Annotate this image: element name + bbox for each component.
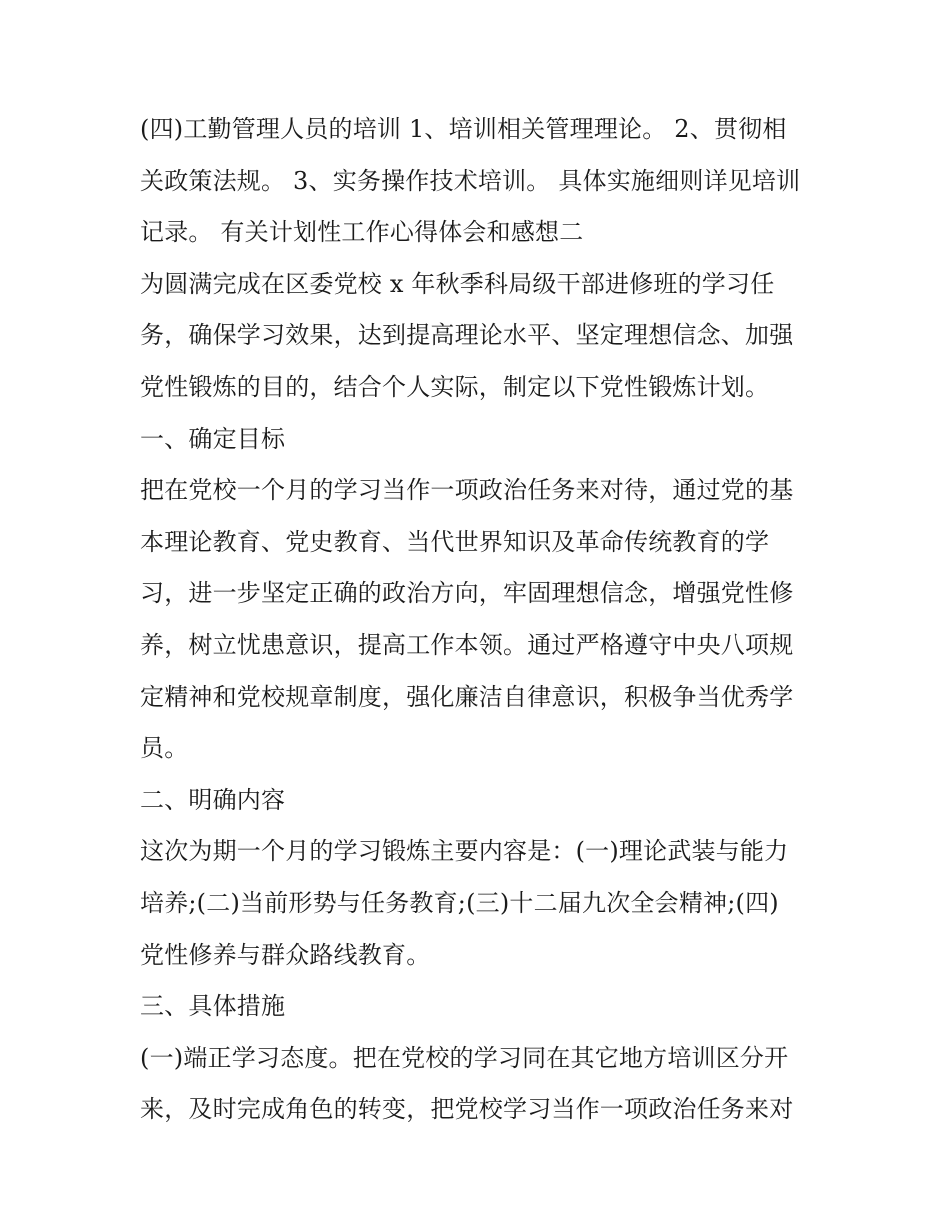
text-line: 习，进一步坚定正确的政治方向，牢固理想信念，增强党性修: [140, 579, 794, 608]
paragraph-intro: [140, 259, 820, 414]
text-line: (四)工勤管理人员的培训 1、培训相关管理理论。 2、贯彻相: [140, 115, 787, 143]
text-line: 为圆满完成在区委党校 x 年秋季科局级干部进修班的学习任: [140, 269, 775, 298]
text-line: 养，树立忧患意识，提高工作本领。通过严格遵守中央八项规: [140, 630, 794, 659]
section-heading: 三、具体措施: [140, 992, 286, 1021]
paragraph-measures: [140, 1033, 820, 1136]
text-line: 把在党校一个月的学习当作一项政治任务来对待，通过党的基: [140, 476, 794, 505]
text-line: 记录。 有关计划性工作心得体会和感想二: [140, 218, 584, 247]
text-line: 党性修养与群众路线教育。: [140, 940, 431, 969]
text-line: 这次为期一个月的学习锻炼主要内容是：(一)理论武装与能力: [140, 837, 789, 866]
document-page: [140, 104, 820, 1136]
text-line: 本理论教育、党史教育、当代世界知识及革命传统教育的学: [140, 527, 770, 556]
section-heading: 二、明确内容: [140, 785, 286, 814]
text-line: (一)端正学习态度。把在党校的学习同在其它地方培训区分开: [140, 1043, 789, 1072]
text-line: 员。: [140, 734, 189, 763]
text-line: 来，及时完成角色的转变，把党校学习当作一项政治任务来对: [140, 1095, 794, 1124]
text-line: 关政策法规。 3、实务操作技术培训。 具体实施细则详见培训: [140, 166, 801, 195]
heading-section-1: [140, 414, 820, 466]
text-line: 定精神和党校规章制度，强化廉洁自律意识，积极争当优秀学: [140, 682, 794, 711]
heading-section-2: [140, 775, 820, 827]
section-heading: 一、确定目标: [140, 424, 286, 453]
paragraph-content: [140, 826, 820, 981]
paragraph-training-staff: [140, 104, 820, 259]
text-line: 务，确保学习效果，达到提高理论水平、坚定理想信念、加强: [140, 321, 794, 350]
text-line: 党性锻炼的目的，结合个人实际，制定以下党性锻炼计划。: [140, 372, 770, 401]
paragraph-goals: [140, 465, 820, 775]
text-line: 培养;(二)当前形势与任务教育;(三)十二届九次全会精神;(四): [140, 888, 779, 917]
heading-section-3: [140, 981, 820, 1033]
